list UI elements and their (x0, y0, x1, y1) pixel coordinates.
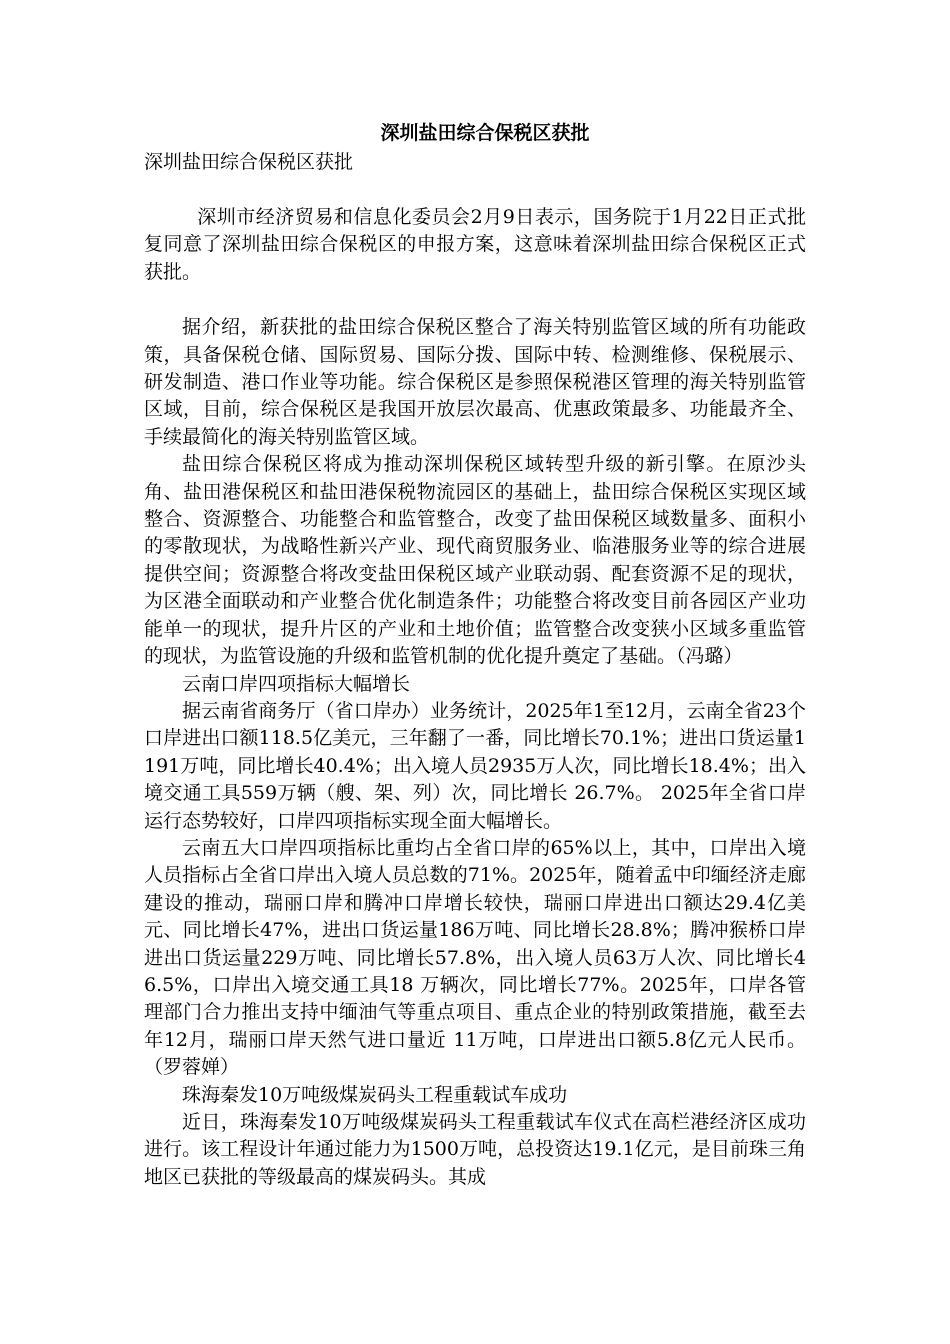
blank-line (144, 176, 806, 204)
section-heading-yunnan: 云南口岸四项指标大幅增长 (182, 672, 411, 695)
paragraph-zhuhai: 近日，珠海秦发10万吨级煤炭码头工程重载试车仪式在高栏港经济区成功进行。该工程设计年通过能力为1500万吨，总投资达19.1亿元，是目前珠三角地区已获批的等级最高的煤炭码头。其成 (144, 1111, 806, 1188)
paragraph-yunnan-ports: 云南五大口岸四项指标比重均占全省口岸的65%以上，其中，口岸出入境人员指标占全省口岸出入境人员总数的71%。2025年，随着孟中印缅经济走廊建设的推动，瑞丽口岸和腾冲口岸增长较快，瑞丽口岸进出口额达29.4亿美元、同比增长47%，进出口货运量186万吨、同比增长28.8%；腾冲猴桥口岸进出口货运量229万吨、同比增长57.8%，出入境人员63万人次、同比增长46.5%，口岸出入境交通工具18 万辆次，同比增长77%。2025年，口岸各管理部门合力推出支持中缅油气等重点项目、重点企业的特别政策措施，截至去年12月，瑞丽口岸天然气进口量近 11万吨，口岸进出口额5.8亿元人民币。（罗蓉婵） (144, 836, 806, 1079)
paragraph-integration: 盐田综合保税区将成为推动深圳保税区域转型升级的新引擎。在原沙头角、盐田港保税区和盐田港保税物流园区的基础上，盐田综合保税区实现区域整合、资源整合、功能整合和监管整合，改变了盐田保税区域数量多、面积小的零散现状，为战略性新兴产业、现代商贸服务业、临港服务业等的综合进展提供空间；资源整合将改变盐田保税区域产业联动弱、配套资源不足的现状，为区港全面联动和产业整合优化制造条件；功能整合将改变目前各园区产业功能单一的现状，提升片区的产业和土地价值；监管整合改变狭小区域多重监管的现状，为监管设施的升级和监管机制的优化提升奠定了基础。（冯璐） (144, 453, 806, 668)
document-subtitle: 深圳盐田综合保税区获批 (144, 151, 354, 173)
blank-line (144, 286, 806, 314)
document-page (144, 118, 806, 1191)
document-title: 深圳盐田综合保税区获批 (380, 122, 590, 144)
paragraph-introduction: 据介绍，新获批的盐田综合保税区整合了海关特别监管区域的所有功能政策，具备保税仓储、国际贸易、国际分拨、国际中转、检测维修、保税展示、研发制造、港口作业等功能。综合保税区是参照保税港区管理的海关特别监管区域，目前，综合保税区是我国开放层次最高、优惠政策最多、功能最齐全、手续最简化的海关特别监管区域。 (144, 316, 806, 448)
section-heading-zhuhai: 珠海秦发10万吨级煤炭码头工程重载试车成功 (182, 1083, 568, 1106)
paragraph-yunnan-stats: 据云南省商务厅（省口岸办）业务统计，2025年1至12月，云南全省23个口岸进出口额118.5亿美元，三年翻了一番，同比增长70.1%；进出口货运量1191万吨，同比增长40.4%；出入境人员2935万人次，同比增长18.4%；出入境交通工具559万辆（艘、架、列）次，同比增长 26.7%。 2025年全省口岸运行态势较好，口岸四项指标实现全面大幅增长。 (144, 699, 806, 832)
paragraph-announcement: 深圳市经济贸易和信息化委员会2月9日表示，国务院于1月22日正式批复同意了深圳盐田综合保税区的申报方案，这意味着深圳盐田综合保税区正式获批。 (144, 206, 806, 283)
